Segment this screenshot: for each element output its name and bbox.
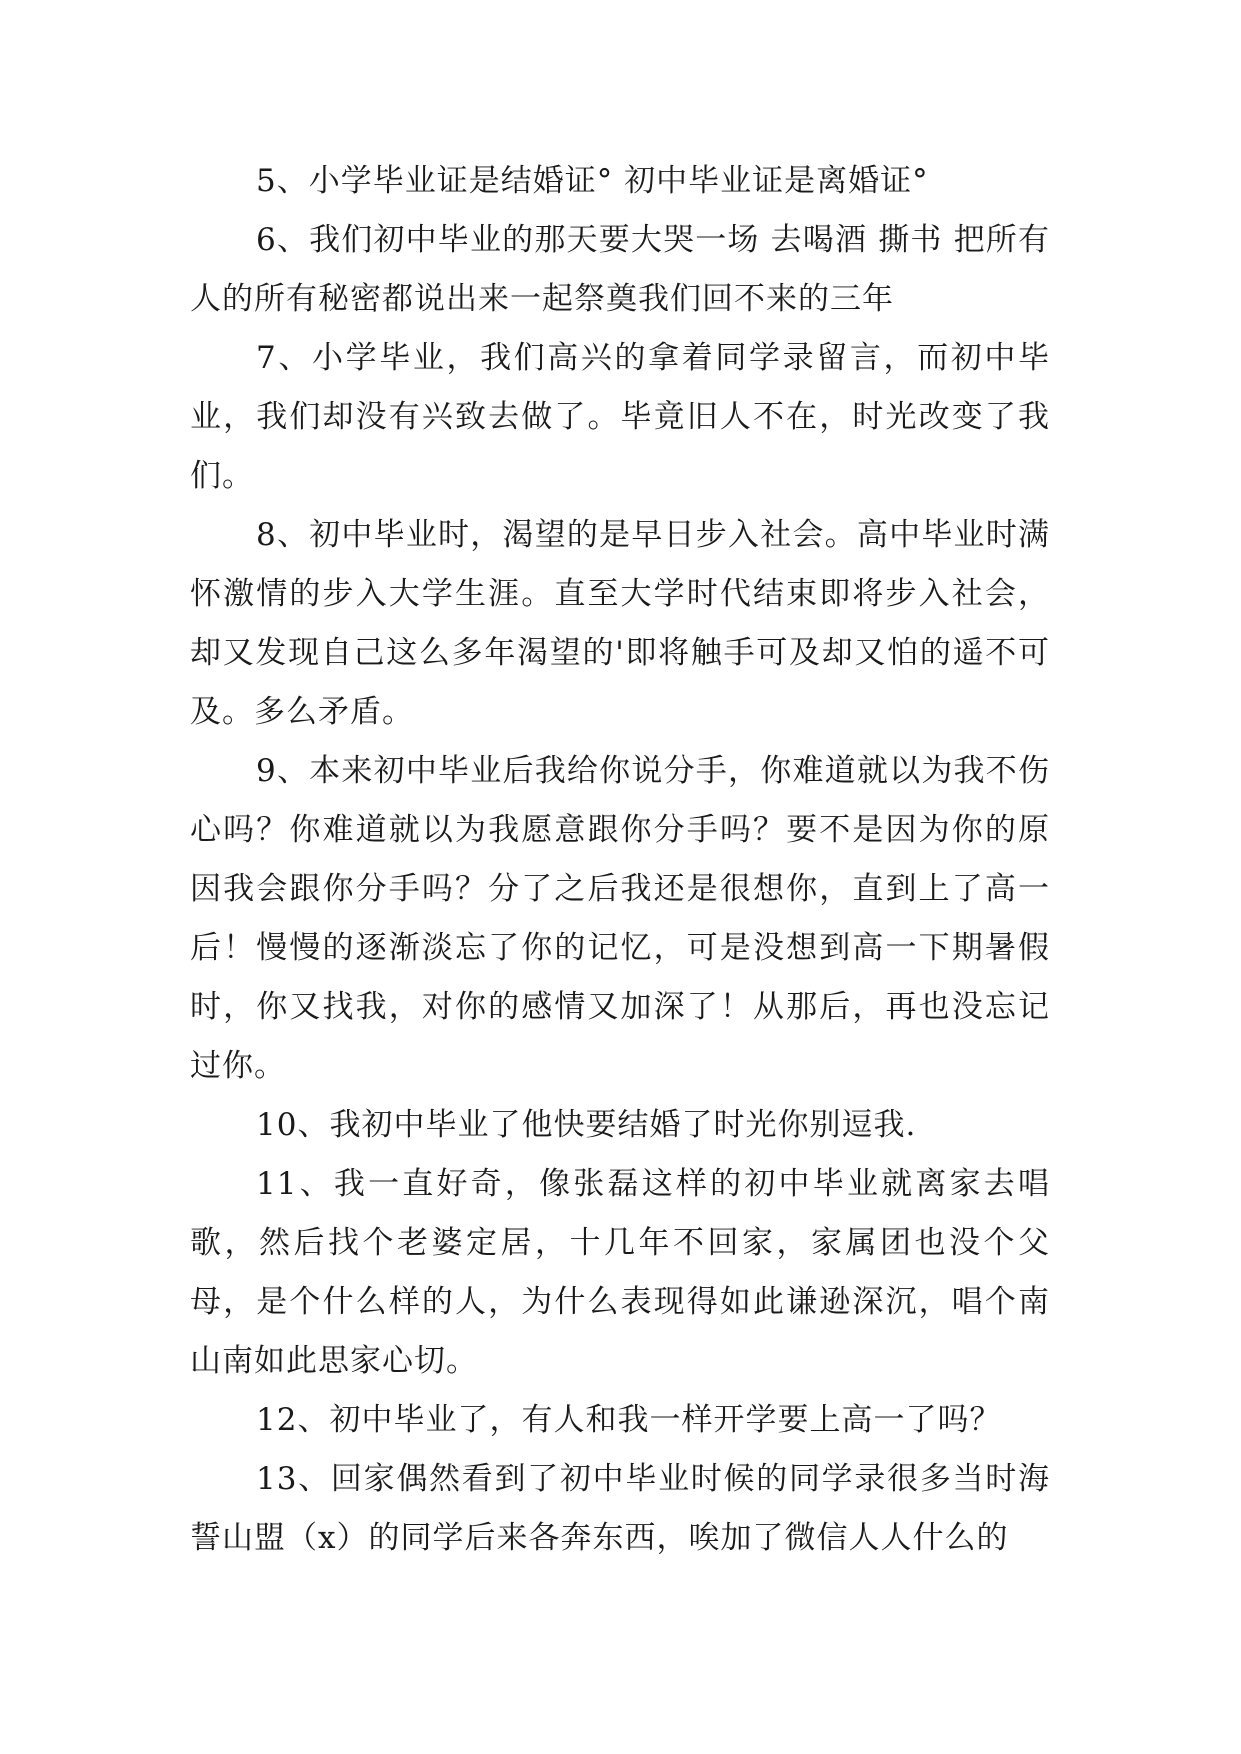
paragraph-9: 9、本来初中毕业后我给你说分手，你难道就以为我不伤心吗？你难道就以为我愿意跟你分手吗？要不是因为你的原因我会跟你分手吗？分了之后我还是很想你，直到上了高一后！慢慢的逐渐淡忘了你的记忆，可是没想到高一下期暑假时，你又找我，对你的感情又加深了！从那后，再也没忘记过你。 xyxy=(190,753,1050,1084)
document-body xyxy=(190,152,1050,1568)
paragraph-5: 5、小学毕业证是结婚证° 初中毕业证是离婚证° xyxy=(256,163,929,199)
paragraph-13: 13、回家偶然看到了初中毕业时候的同学录很多当时海誓山盟（x）的同学后来各奔东西，唉加了微信人人什么的 xyxy=(190,1461,1050,1556)
paragraph-10: 10、我初中毕业了他快要结婚了时光你别逗我. xyxy=(256,1107,917,1143)
paragraph-11: 11、我一直好奇，像张磊这样的初中毕业就离家去唱歌，然后找个老婆定居，十几年不回家，家属团也没个父母，是个什么样的人，为什么表现得如此谦逊深沉，唱个南山南如此思家心切。 xyxy=(190,1166,1050,1379)
paragraph-7: 7、小学毕业，我们高兴的拿着同学录留言，而初中毕业，我们却没有兴致去做了。毕竟旧人不在，时光改变了我们。 xyxy=(190,340,1050,494)
paragraph-8: 8、初中毕业时，渴望的是早日步入社会。高中毕业时满怀激情的步入大学生涯。直至大学时代结束即将步入社会，却又发现自己这么多年渴望的'即将触手可及却又怕的遥不可及。多么矛盾。 xyxy=(190,517,1050,730)
paragraph-6: 6、我们初中毕业的那天要大哭一场 去喝酒 撕书 把所有人的所有秘密都说出来一起祭奠我们回不来的三年 xyxy=(190,222,1050,317)
paragraph-12: 12、初中毕业了，有人和我一样开学要上高一了吗？ xyxy=(256,1402,1002,1438)
